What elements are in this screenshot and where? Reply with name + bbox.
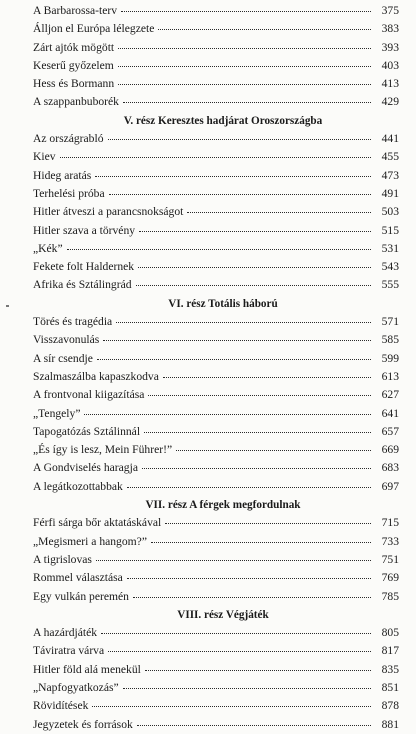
entry-title: A legátkozottabbak (33, 479, 123, 493)
dot-leader (96, 560, 371, 561)
entry-page-number: 851 (381, 680, 399, 694)
entry-page-number: 429 (381, 95, 399, 109)
entry-page-number: 627 (381, 388, 399, 402)
entry-page-number: 805 (381, 626, 399, 640)
dot-leader (127, 578, 371, 579)
entry-page-number: 441 (381, 132, 399, 146)
toc-entry (33, 350, 399, 368)
entry-page-number: 531 (381, 241, 399, 255)
entry-title: Törés és tragédia (33, 315, 113, 329)
dot-leader (165, 523, 371, 524)
entry-title: „Tengely” (33, 406, 81, 420)
entry-page-number: 555 (381, 278, 399, 292)
dot-leader (142, 468, 371, 469)
entry-page-number: 817 (381, 644, 399, 658)
entry-title: Afrika és Sztálingrád (33, 278, 132, 292)
entry-title: „Kék” (33, 241, 63, 255)
entry-title: „És így is lesz, Mein Führer!” (33, 443, 173, 457)
dot-leader (163, 377, 371, 378)
toc-entry (33, 642, 399, 660)
toc-entry (33, 478, 399, 496)
toc-entry (33, 533, 399, 551)
dot-leader (148, 395, 371, 396)
dot-leader (84, 414, 371, 415)
entry-title: Férfi sárga bőr aktatáskával (33, 516, 162, 530)
entry-page-number: 751 (381, 552, 399, 566)
entry-title: Egy vulkán peremén (33, 589, 129, 603)
toc-entry (33, 624, 399, 642)
toc-entry (33, 514, 399, 532)
toc-entry (33, 716, 399, 734)
table-of-contents (33, 2, 399, 734)
entry-title: Hideg aratás (33, 168, 92, 182)
entry-title: A szappanbuborék (33, 95, 119, 109)
dot-leader (123, 688, 371, 689)
entry-title: Hitler szava a törvény (33, 223, 136, 237)
part-heading: VII. rész A férgek megfordulnak (145, 499, 301, 512)
toc-entry (33, 459, 399, 477)
entry-page-number: 503 (381, 205, 399, 219)
entry-page-number: 785 (381, 589, 399, 603)
entry-title: Kiev (33, 150, 56, 164)
entry-page-number: 769 (381, 571, 399, 585)
toc-entry (33, 551, 399, 569)
dot-leader (118, 48, 371, 49)
entry-page-number: 393 (381, 40, 399, 54)
entry-page-number: 641 (381, 406, 399, 420)
toc-entry (33, 203, 399, 221)
toc-entry (33, 386, 399, 404)
entry-title: Tapogatózás Sztálinnál (33, 424, 141, 438)
entry-title: „Megismeri a hangom?” (33, 534, 147, 548)
entry-page-number: 543 (381, 260, 399, 274)
toc-entry (33, 222, 399, 240)
entry-title: Táviratra várva (33, 644, 105, 658)
dot-leader (60, 157, 371, 158)
part-heading: V. rész Keresztes hadjárat Oroszországba (123, 114, 323, 127)
dot-leader (92, 706, 371, 707)
toc-entry (33, 313, 399, 331)
entry-title: A tigrislovas (33, 552, 92, 566)
dot-leader (101, 633, 371, 634)
entry-title: Hitler föld alá menekül (33, 662, 141, 676)
toc-entry (33, 130, 399, 148)
toc-entry (33, 679, 399, 697)
entry-title: A Gondviselés haragja (33, 461, 138, 475)
toc-entry (33, 20, 399, 38)
entry-title: A sír csendje (33, 351, 93, 365)
entry-title: Terhelési próba (33, 186, 105, 200)
entry-page-number: 657 (381, 424, 399, 438)
entry-title: Fekete folt Haldernek (33, 260, 135, 274)
entry-page-number: 571 (381, 315, 399, 329)
entry-page-number: 413 (381, 77, 399, 91)
toc-entry (33, 57, 399, 75)
dot-leader (118, 66, 371, 67)
toc-entry (33, 93, 399, 111)
entry-page-number: 585 (381, 333, 399, 347)
toc-entry (33, 2, 399, 20)
entry-title: Hess és Bormann (33, 77, 115, 91)
entry-page-number: 835 (381, 662, 399, 676)
toc-entry (33, 405, 399, 423)
entry-title: Az országrabló (33, 132, 104, 146)
dot-leader (108, 139, 372, 140)
toc-entry (33, 276, 399, 294)
dot-leader (103, 340, 371, 341)
entry-page-number: 715 (381, 516, 399, 530)
toc-entry (33, 39, 399, 57)
entry-page-number: 613 (381, 369, 399, 383)
entry-title: Szalmaszálba kapaszkodva (33, 369, 159, 383)
entry-page-number: 455 (381, 150, 399, 164)
entry-page-number: 473 (381, 168, 399, 182)
toc-entry (33, 167, 399, 185)
dot-leader (138, 267, 371, 268)
dot-leader (123, 102, 371, 103)
entry-page-number: 403 (381, 58, 399, 72)
toc-entry (33, 185, 399, 203)
dot-leader (108, 651, 371, 652)
toc-entry (33, 569, 399, 587)
entry-title: A frontvonal kiigazítása (33, 388, 145, 402)
dot-leader (137, 725, 371, 726)
entry-title: A hazárdjáték (33, 626, 98, 640)
part-heading: VIII. rész Végjáték (177, 608, 269, 621)
dot-leader (127, 487, 371, 488)
entry-title: Jegyzetek és források (33, 717, 133, 731)
entry-page-number: 881 (381, 717, 399, 731)
entry-page-number: 669 (381, 443, 399, 457)
entry-title: Álljon el Európa lélegzete (33, 22, 155, 36)
dot-leader (133, 597, 371, 598)
dot-leader (67, 249, 371, 250)
entry-title: Hitler átveszi a parancsnokságot (33, 205, 184, 219)
entry-page-number: 878 (381, 699, 399, 713)
toc-entry (33, 423, 399, 441)
entry-page-number: 733 (381, 534, 399, 548)
margin-speck (6, 305, 9, 307)
part-heading: VI. rész Totális háború (168, 297, 278, 310)
dot-leader (136, 285, 371, 286)
toc-entry (33, 240, 399, 258)
entry-page-number: 515 (381, 223, 399, 237)
entry-title: „Napfogyatkozás” (33, 680, 119, 694)
dot-leader (176, 450, 371, 451)
entry-title: Rommel választása (33, 571, 123, 585)
entry-page-number: 697 (381, 479, 399, 493)
dot-leader (116, 322, 371, 323)
dot-leader (158, 29, 371, 30)
dot-leader (145, 670, 371, 671)
entry-page-number: 383 (381, 22, 399, 36)
entry-page-number: 599 (381, 351, 399, 365)
dot-leader (97, 359, 371, 360)
toc-entry (33, 441, 399, 459)
entry-title: Zárt ajtók mögött (33, 40, 115, 54)
toc-entry (33, 148, 399, 166)
entry-title: Keserű győzelem (33, 58, 114, 72)
toc-entry (33, 368, 399, 386)
toc-entry (33, 661, 399, 679)
toc-entry (33, 588, 399, 606)
dot-leader (95, 176, 371, 177)
toc-entry (33, 258, 399, 276)
dot-leader (144, 432, 371, 433)
entry-page-number: 491 (381, 186, 399, 200)
toc-entry (33, 75, 399, 93)
entry-title: A Barbarossa-terv (33, 4, 118, 17)
dot-leader (187, 212, 371, 213)
dot-leader (151, 542, 371, 543)
entry-page-number: 683 (381, 461, 399, 475)
entry-page-number: 375 (381, 4, 399, 17)
dot-leader (139, 231, 371, 232)
dot-leader (121, 11, 371, 12)
toc-entry (33, 331, 399, 349)
entry-title: Visszavonulás (33, 333, 100, 347)
toc-entry (33, 697, 399, 715)
dot-leader (109, 194, 371, 195)
entry-title: Rövidítések (33, 699, 89, 713)
dot-leader (118, 84, 371, 85)
